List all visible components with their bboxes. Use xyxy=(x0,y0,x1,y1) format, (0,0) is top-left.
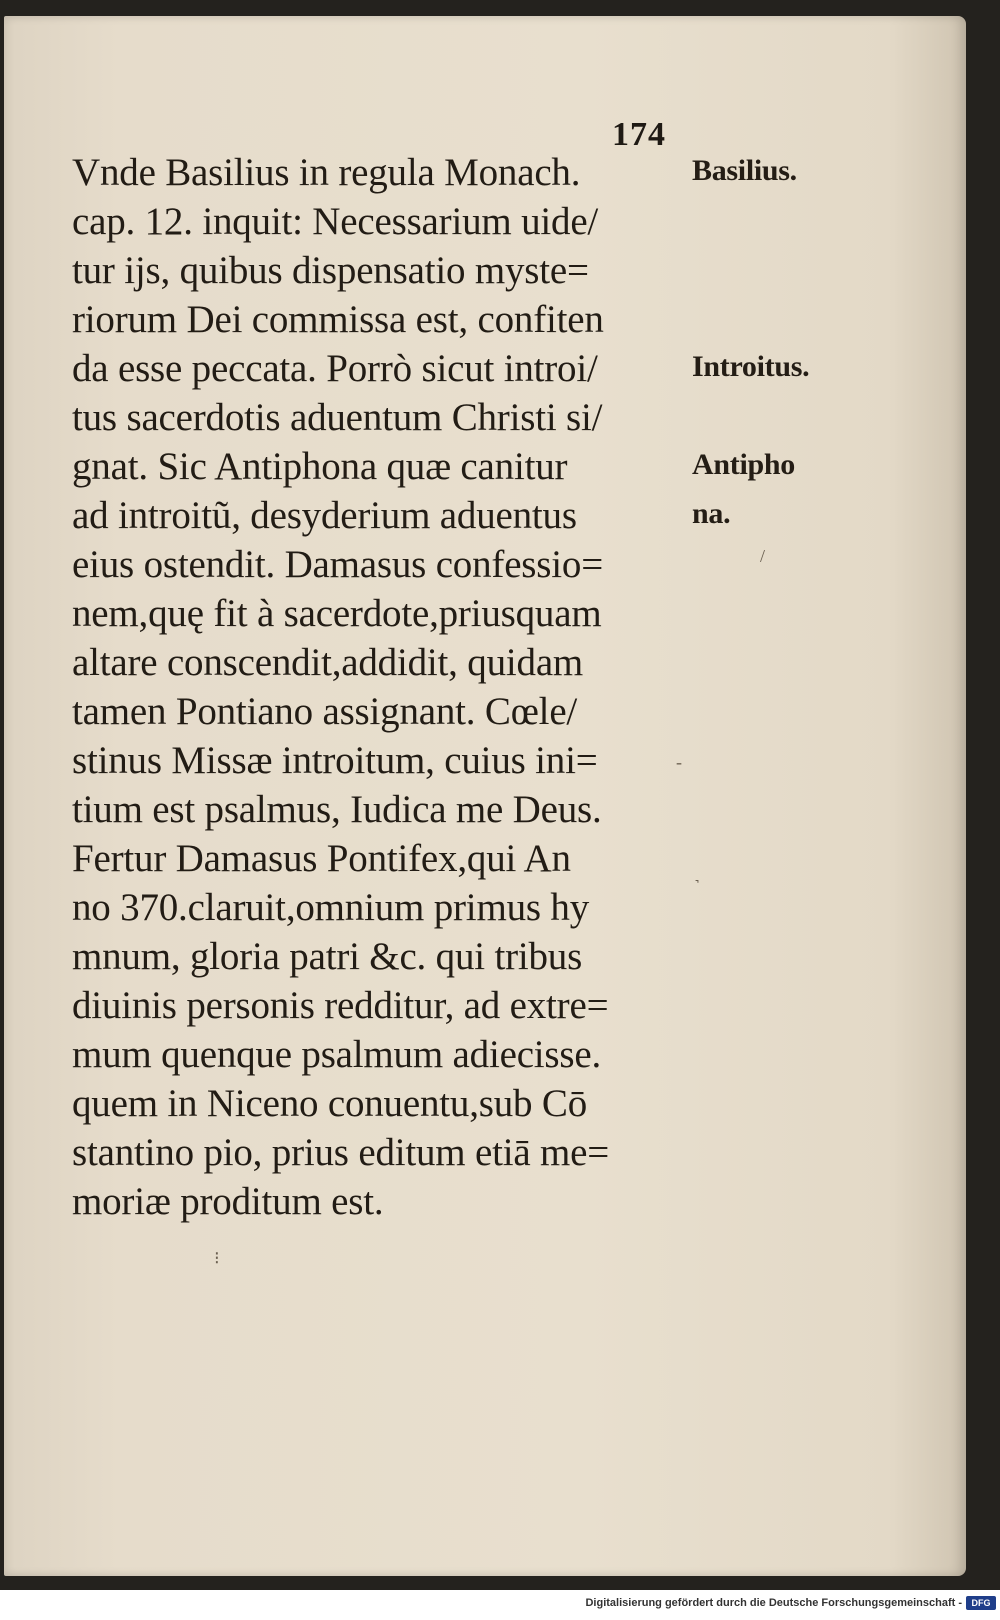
book-page xyxy=(4,16,966,1576)
marginal-note: Antipho xyxy=(692,448,795,481)
text-line: cap. 12. inquit: Necessarium uide/ xyxy=(72,200,599,243)
ink-speck: / xyxy=(760,546,766,566)
marginal-note: na. xyxy=(692,497,731,530)
text-line: Fertur Damasus Pontifex,qui An xyxy=(72,837,571,880)
text-line: tur ijs, quibus dispensatio myste= xyxy=(72,249,589,292)
text-line: riorum Dei commissa est, confiten xyxy=(72,298,604,341)
footer-credit: Digitalisierung gefördert durch die Deutsche Forschungsgemeinschaft - xyxy=(585,1597,962,1609)
marginal-note: Basilius. xyxy=(692,154,797,187)
text-line: da esse peccata. Porrò sicut introi/ xyxy=(72,347,598,390)
text-line: quem in Niceno conuentu,sub Cō xyxy=(72,1082,587,1125)
text-line: Vnde Basilius in regula Monach. xyxy=(72,151,581,194)
text-line: no 370.claruit,omnium primus hy xyxy=(72,886,590,929)
text-line: eius ostendit. Damasus confessio= xyxy=(72,543,603,586)
text-line: mnum, gloria patri &c. qui tribus xyxy=(72,935,583,978)
dfg-logo: DFG xyxy=(966,1596,996,1610)
text-line: mum quenque psalmum adiecisse. xyxy=(72,1033,602,1076)
text-line: altare conscendit,addidit, quidam xyxy=(72,641,584,684)
text-line: diuinis personis redditur, ad extre= xyxy=(72,984,609,1027)
text-line: ad introitũ, desyderium aduentus xyxy=(72,494,577,537)
text-line: gnat. Sic Antiphona quæ canitur xyxy=(72,445,568,488)
text-line: tus sacerdotis aduentum Christi si/ xyxy=(72,396,603,439)
text-line: tium est psalmus, Iudica me Deus. xyxy=(72,788,602,831)
body-text xyxy=(72,148,692,1226)
footer-bar xyxy=(0,1590,1000,1620)
ink-speck: - xyxy=(676,752,682,772)
marginal-note: Introitus. xyxy=(692,350,810,383)
page-number: 174 xyxy=(612,116,666,153)
text-line: tamen Pontiano assignant. Cœle/ xyxy=(72,690,578,733)
text-line: stinus Missæ introitum, cuius ini= xyxy=(72,739,598,782)
text-line: stantino pio, prius editum etiā me= xyxy=(72,1131,610,1174)
ink-speck: ⁝ xyxy=(214,1248,220,1268)
text-line: nem,quę fit à sacerdote,priusquam xyxy=(72,592,602,635)
ink-speck: ˺ xyxy=(694,876,700,896)
text-line: moriæ proditum est. xyxy=(72,1180,384,1223)
